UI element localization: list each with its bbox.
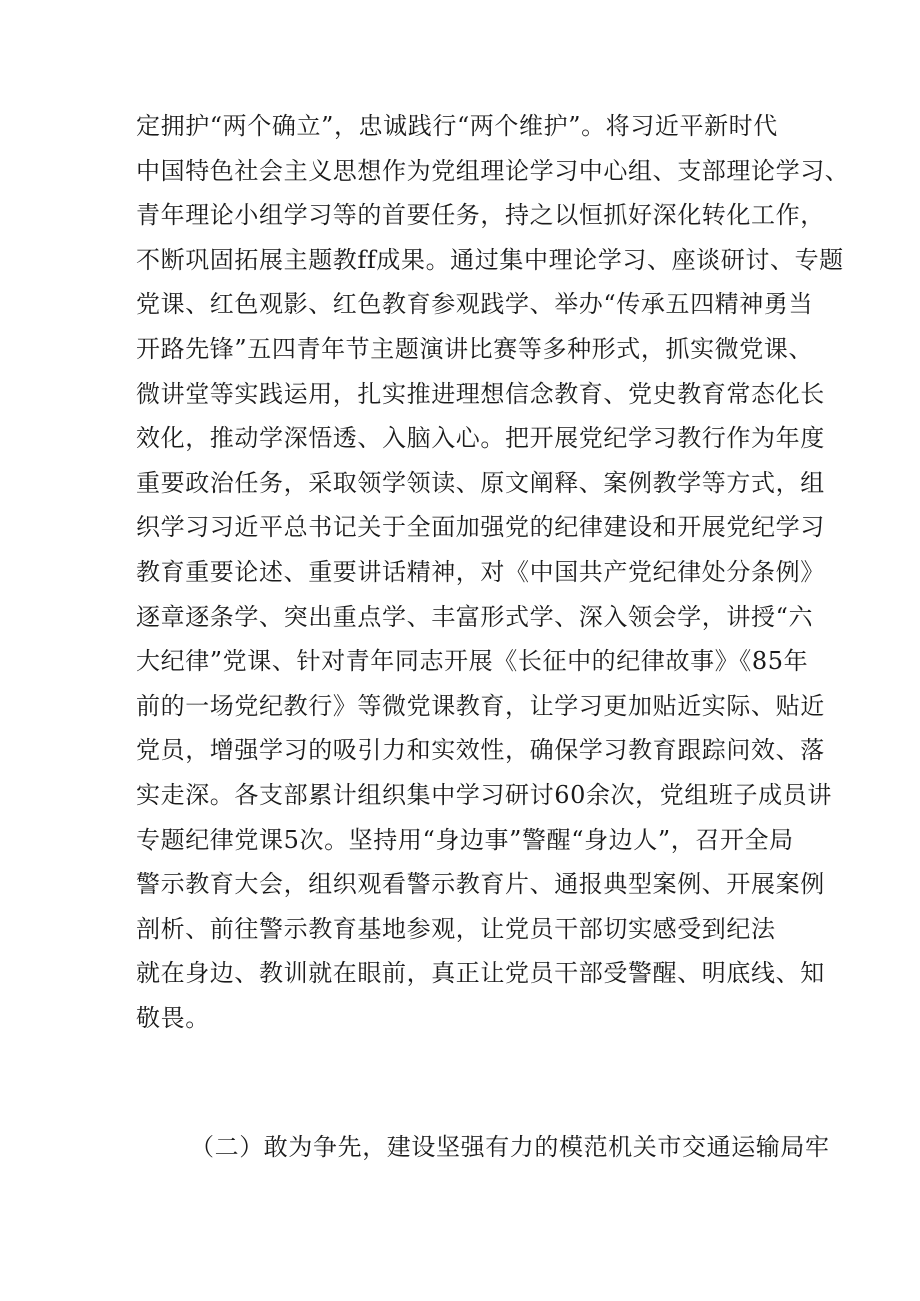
paragraph-line: 重要政治任务，采取领学领读、原文阐释、案例教学等方式，组 — [136, 468, 825, 497]
paragraph-line: 党课、红色观影、红色教育参观践学、举办“传承五四精神勇当 — [136, 290, 814, 319]
paragraph-line: 专题纪律党课5次。坚持用“身边事”警醒“身边人”，召开全局 — [136, 825, 794, 854]
paragraph-line: 敬畏。 — [136, 1003, 210, 1032]
paragraph-line: 实走深。各支部累计组织集中学习研讨60余次，党组班子成员讲 — [136, 780, 832, 809]
paragraph-line: 微讲堂等实践运用，扎实推进理想信念教育、党史教育常态化长 — [136, 379, 825, 408]
section-heading: （二）敢为争先，建设坚强有力的模范机关市交通运输局牢 — [190, 1133, 830, 1161]
paragraph-line: 青年理论小组学习等的首要任务，持之以恒抓好深化转化工作， — [136, 201, 825, 230]
paragraph-line: 逐章逐条学、突出重点学、丰富形式学、深入领会学，讲授“六 — [136, 602, 814, 631]
paragraph-line: 不断巩固拓展主题教ff成果。通过集中理论学习、座谈研讨、专题 — [136, 245, 844, 274]
paragraph-line: 党员，增强学习的吸引力和实效性，确保学习教育跟踪问效、落 — [136, 736, 825, 765]
paragraph-line: 定拥护“两个确立”，忠诚践行“两个维护”。将习近平新时代 — [136, 112, 778, 140]
body-paragraph — [136, 104, 850, 1040]
paragraph-line: 开路先锋”五四青年节主题演讲比赛等多种形式，抓实微党课、 — [136, 334, 814, 363]
paragraph-line: 织学习习近平总书记关于全面加强党的纪律建设和开展党纪学习 — [136, 513, 825, 542]
paragraph-line: 大纪律”党课、针对青年同志开展《长征中的纪律故事》《85年 — [136, 647, 809, 676]
paragraph-line: 警示教育大会，组织观看警示教育片、通报典型案例、开展案例 — [136, 870, 825, 899]
paragraph-line: 就在身边、教训就在眼前，真正让党员干部受警醒、明底线、知 — [136, 959, 825, 988]
paragraph-line: 效化，推动学深悟透、入脑入心。把开展党纪学习教行作为年度 — [136, 424, 825, 453]
paragraph-line: 剖析、前往警示教育基地参观，让党员干部切实感受到纪法 — [136, 914, 776, 943]
paragraph-line: 中国特色社会主义思想作为党组理论学习中心组、支部理论学习、 — [136, 156, 850, 185]
paragraph-line: 前的一场党纪教行》等微党课教育，让学习更加贴近实际、贴近 — [136, 691, 825, 720]
paragraph-line: 教育重要论述、重要讲话精神，对《中国共产党纪律处分条例》 — [136, 557, 825, 586]
